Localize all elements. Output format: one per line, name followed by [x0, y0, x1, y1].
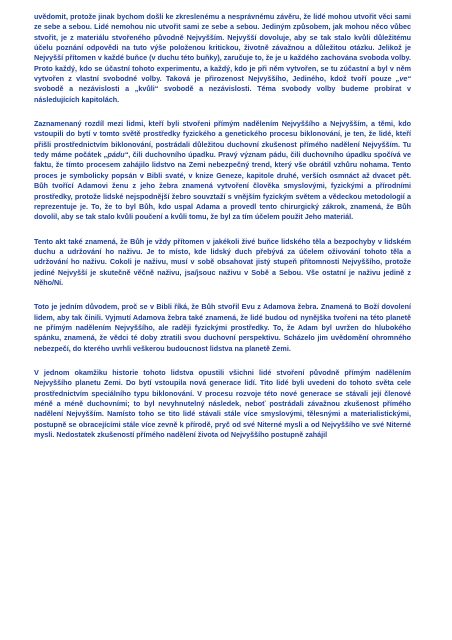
paragraph-2: [34, 119, 411, 222]
paragraph-1: [34, 12, 411, 105]
paragraph-5: [34, 368, 411, 440]
text-segment: svobodě a nezávislosti a „kvůli“ svobodě a nezávislosti. Téma svobody volby budeme probírat v následujících kapitolách.: [34, 84, 411, 104]
paragraph-3: [34, 237, 411, 289]
text-segment: Toto je jedním důvodem, proč se v Bibli říká, že Bůh stvořil Evu z Adamova žebra. Znamená to Boží dovolení lidem, aby tak činili. Vyjmutí Adamova žebra také znamená, že lidé budou od nynějška tvořeni na této planetě ne přímým nadělením Nejvyššího, ale raději fyzickými prostředky. To, že Adam byl uvržen do hlubokého spánku, znamená, že vědci té doby ztratili svou duchovní perspektivu. Scházelo jim uvědomění ohromného nebezpečí, do kterého uvrhli veškerou budoucnost lidstva na planetě Zemi.: [34, 302, 411, 353]
text-segment: Zaznamenaný rozdíl mezi lidmi, kteří byli stvořeni přímým nadělením Nejvyššího a Nejvyšším, a těmi, kdo vstoupili do bytí v tomto světě prostředky fyzického a genetického procesu biklonování, je ten, že lidé, kteří přišli prostřednictvím biklonování, postrádali důležitou duchovní zkušenost přímého nadělení Nejvyšším. Tu tedy máme počátek: [34, 119, 411, 160]
text-segment: uvědomit, protože jinak bychom došli ke zkreslenému a nesprávnému závěru, že lidé mohou utvořit věci sami ze sebe a sebou. Lidé nemohou nic utvořit sami ze sebe a sebou. Jediným způsobem, jak mohou něco vůbec stvořit, je z materiálu stvořeného původně Nejvyšším. Nejvyšší dovoluje, aby se tak stalo kvůli důležitému účelu poznání odpovědi na tuto výše položenou kritickou, životně závažnou a důležitou otázku. Jelikož je Nejvyšší přítomen v každé buňce (v duchu této buňky), zaručuje to, že je u každého zachována svoboda volby. Proto každý, kdo se účastní tohoto experimentu, a každý, kdo je při něm vytvořen, se tu zúčastní a byl v něm vytvořen z vlastní svobodné volby. Taková je přirozenost Nejvyššího, Jediného, kdož tvoří pouze: [34, 12, 411, 84]
text-segment: Tento akt také znamená, že Bůh je vždy přítomen v jakékoli živé buňce lidského těla a bezpochyby v lidském duchu a udržování ho naživu. Je to místo, kde lidský duch přebývá za účelem oživování tohoto těla a udržování ho naživu. Cokoli je naživu, musí v sobě obsahovat jistý stupeň přítomnosti Nejvyššího, protože jediné Nejvyšší je skutečně věčně naživu, jsa/jsouc naživu v Sobě a Sebou. Vše ostatní je naživu jedině z Něho/Ní.: [34, 236, 411, 287]
paragraph-4: [34, 302, 411, 354]
text-segment: V jednom okamžiku historie tohoto lidstva opustili všichni lidé stvoření původně přímým nadělením Nejvyššího planetu Zemi. Do bytí vstoupila nová generace lidí. Tito lidé byli uvedeni do tohoto světa cele prostřednictvím speciálního typu biklonování. V procesu rozvoje této nové generace se stávali její členové méně a méně duchovními; to byl nevyhnutelný následek, neboť postrádali závažnou zkušenost přímého nadělení Nejvyšším. Namísto toho se tito lidé stávali stále více smyslovými, tělesnými a materialistickými, postupně se obracejícími stále více zevně k přírodě, pryč od své Niterné mysli a od Nejvyššího ve své Niterné mysli. Nedostatek zkušeností přímého nadělení života od Nejvyššího postupně zahájil: [34, 367, 411, 440]
italic-text-segment: „ve“: [395, 74, 411, 84]
text-segment: , čili duchovního úpadku. Pravý význam pádu, čili duchovního úpadku spočívá ve faktu, že tímto procesem zahájilo lidstvo na Zemi nebezpečný trend, který vše obrátil vzhůru nohama. Tento proces je symbolicky popsán v Bibli svaté, v knize Geneze, kapitole druhé, verších osmnáct až dvacet pět. Bůh tvořící Adamovi ženu z jeho žebra znamená vytvoření člověka smyslovými, fyzickými a přírodními prostředky, protože lidské nejspodnější žebro souvztaží s vnějším fyzickým světem a vědeckou metodologií a reprezentuje je. To, že to byl Bůh, kdo uspal Adama a provedl tento chirurgický zákrok, znamená, že Bůh dovolil, aby se tak stalo kvůli poučení a kvůli tomu, že byl za tím účelem použit Jeho materiál.: [34, 150, 411, 222]
document-body: [34, 12, 411, 440]
italic-text-segment: „pádu“: [103, 150, 129, 160]
